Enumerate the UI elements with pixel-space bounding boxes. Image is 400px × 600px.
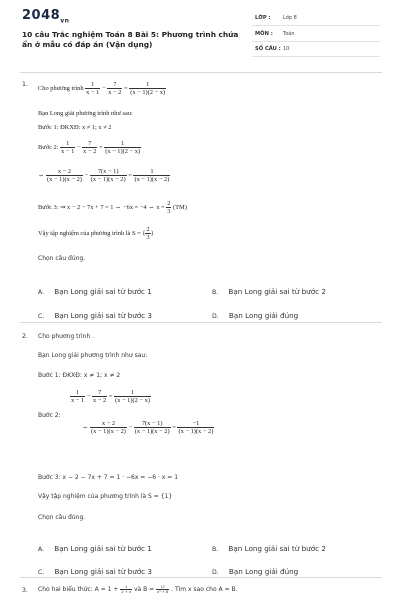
document-title: 10 câu Trắc nghiệm Toán 8 Bài 5: Phương trình chứa ẩn ở mẫu có đáp án (Vận dụng) — [22, 30, 239, 49]
choose-instruction: Chọn câu đúng. — [38, 514, 86, 521]
class-label: LỚP : — [255, 15, 271, 21]
question-divider — [20, 577, 382, 578]
meta-divider — [252, 41, 380, 42]
answer-option[interactable]: D. Bạn Long giải đúng — [212, 567, 299, 576]
step-2-transform: ⇔ $\frac{x - 2}{(x - 1)(x - 2)}$ − $\frac{7(x - 1)}{(x - 1)(x - 2)}$ = $\frac{-1}{(x - 1)(x - 2)}$ — [82, 420, 214, 435]
subject-label: MÔN : — [255, 31, 273, 37]
answer-option[interactable]: A. Bạn Long giải sai từ bước 1 — [38, 287, 152, 296]
question-intro: Bạn Long giải phương trình như sau: — [38, 352, 148, 359]
answer-option[interactable]: C. Bạn Long giải sai từ bước 3 — [38, 311, 152, 320]
question-prompt: Cho phương trình . — [38, 333, 95, 340]
question-1-equation: Cho phương trình $\frac{1}{x - 1}$ − $\frac{7}{x - 2}$ = $\frac{1}{(x - 1)(2 - x)}$ — [38, 81, 166, 96]
count-label: SỐ CÂU : — [255, 46, 281, 52]
answer-option[interactable]: A. Bạn Long giải sai từ bước 1 — [38, 544, 152, 553]
step-2-transform: ⇔ $\frac{x - 2}{(x - 1)(x - 2)}$ − $\frac{7(x - 1)}{(x - 1)(x - 2)}$ = $\frac{1}{(x - 1)(x - 2)}$ — [38, 168, 170, 183]
step-1: Bước 1: ĐKXĐ: x ≠ 1; x ≠ 2 — [38, 372, 121, 379]
answer-option[interactable]: B. Bạn Long giải sai từ bước 2 — [212, 287, 326, 296]
solution-set: Vậy tập nghiệm của phương trình là S = { $\frac{2}{3}$ } — [38, 226, 154, 241]
meta-divider — [252, 25, 380, 26]
question-number: 3. — [22, 587, 28, 594]
question-divider — [20, 322, 382, 323]
question-3-text: Cho hai biểu thức: A = 1 + $\frac{1}{2 + x}$ và B = $\frac{12}{\text{x³ + 8}}$ . Tìm x sao cho A = B. — [38, 585, 238, 594]
answer-option[interactable]: D. Bạn Long giải đúng — [212, 311, 299, 320]
step-2-equation: $\frac{1}{x - 1}$ − $\frac{7}{x - 2}$ = $\frac{1}{(x - 1)(2 - x)}$ — [71, 389, 150, 404]
step-3: Bước 3: x − 2 − 7x + 7 = 1 · −6x = −6 · x = 1 — [38, 474, 179, 481]
step-3: Bước 3: ⇒ x − 2 − 7x + 7 = 1 ⇔ −6x = −4 ⇔ x = $\frac{2}{3}$ (TM) — [38, 200, 187, 215]
meta-divider — [252, 56, 380, 57]
header-divider — [20, 72, 382, 73]
subject-value: Toán — [283, 31, 295, 37]
answer-option[interactable]: B. Bạn Long giải sai từ bước 2 — [212, 544, 326, 553]
site-logo: $2048_{vn}$ — [22, 8, 70, 25]
question-number: 2. — [22, 333, 28, 340]
question-intro: Bạn Long giải phương trình như sau: — [38, 110, 133, 117]
step-1: Bước 1: ĐKXĐ: x ≠ 1; x ≠ 2 — [38, 124, 112, 131]
choose-instruction: Chọn câu đúng. — [38, 255, 86, 262]
step-2-label: Bước 2: — [38, 412, 61, 419]
step-2: Bước 2: $\frac{1}{x - 1}$ − $\frac{7}{x - 2}$ = $\frac{1}{(x - 1)(2 - x)}$ — [38, 140, 141, 155]
count-value: 10 — [283, 46, 290, 52]
solution-set: Vậy tập nghiệm của phương trình là S = {1} — [38, 493, 173, 500]
question-number: 1. — [22, 81, 28, 88]
class-value: Lớp 8 — [283, 15, 297, 21]
answer-option[interactable]: C. Bạn Long giải sai từ bước 3 — [38, 567, 152, 576]
